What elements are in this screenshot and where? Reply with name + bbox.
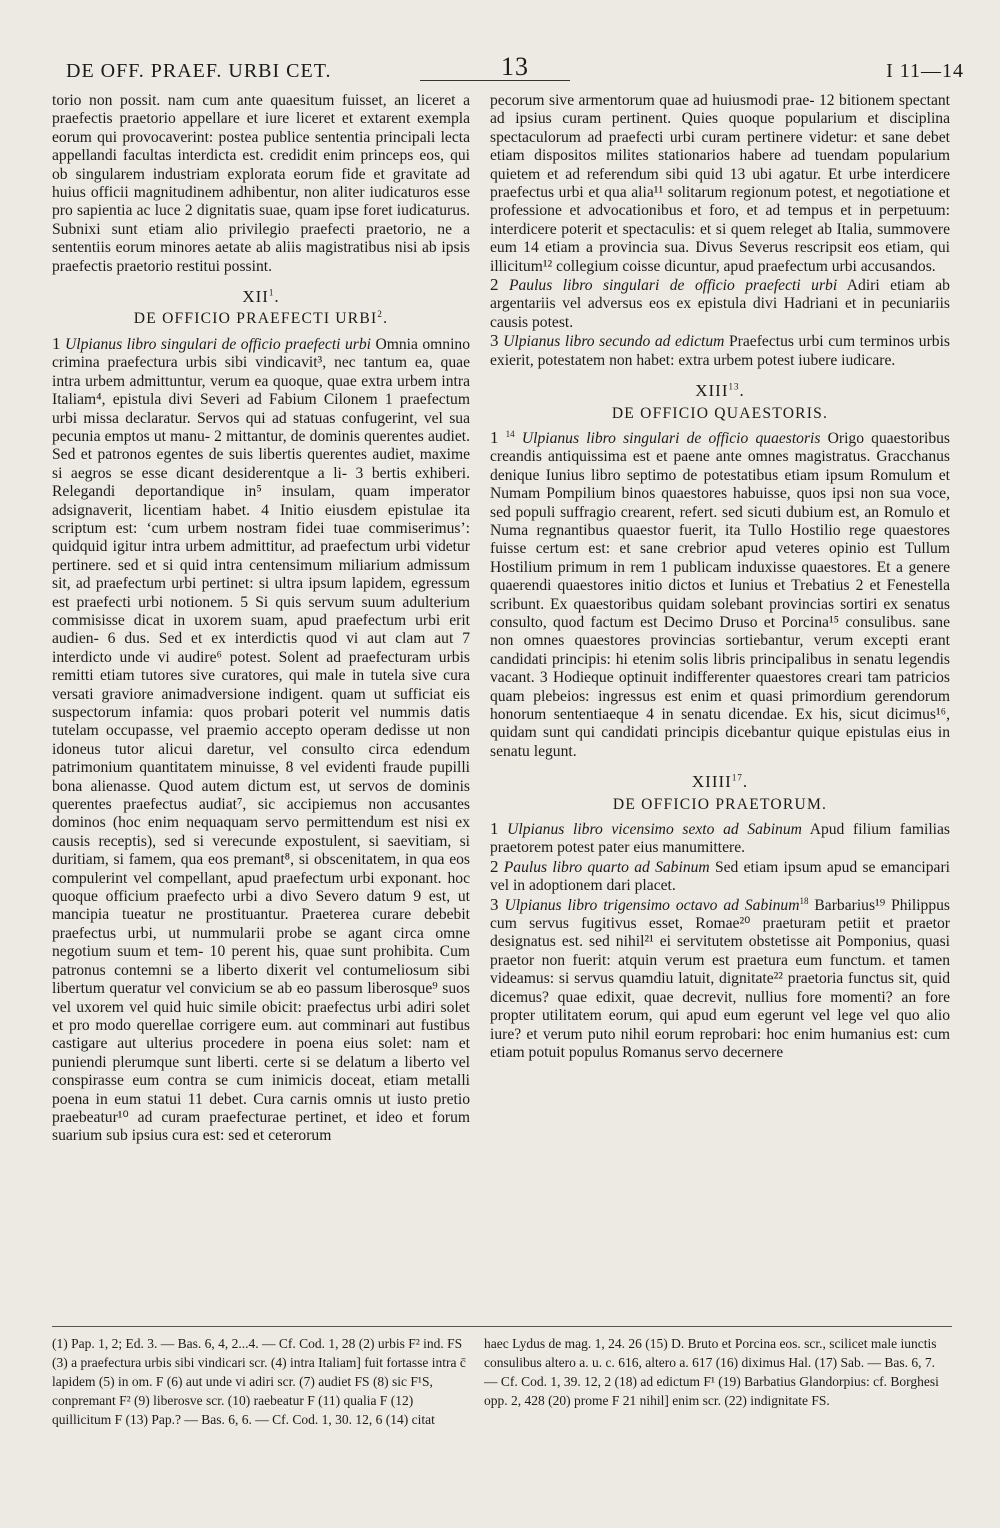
- footnote-rule: [52, 1326, 952, 1327]
- section-title-xiiii: DE OFFICIO PRAETORUM.: [612, 795, 828, 813]
- section-heading-xii: XII$^1$.: [242, 287, 280, 307]
- fragment-text: Barbarius¹⁹ Philippus cum servus fugitivus esset, Romae²⁰ praeturam petiit et praetor designatus est. sed nihil²¹ ei servitutem obstetisse ait Pomponius, quasi praetor non fuerit: atquin verum est praetura eum functum. et tamen videamus: si servus quamdiu latuit, dignitate²² praetoria functus sit, quid dicemus? quae edixit, quae decrevit, nullius fore momenti? an fore propter utilitatem eorum, qui apud eum egerunt vel lege vel quo alio iure? et verum puto nihil eorum reprobari: hoc enim humanius est: cum etiam potuit populus Romanus servo decernere: [490, 896, 950, 1061]
- footnotes-left: (1) Pap. 1, 2; Ed. 3. — Bas. 6, 4, 2...4. — Cf. Cod. 1, 28 (2) urbis F² ind. FS (3) a praefectura urbis sibi vindicari scr. (4) intra Italiam] fuit fortasse intra c̄ lapidem (5) in om. F (6) aut unde vi adiri scr. (7) audiet FS (8) sic F¹S, conpremant F² (9) liberosve scr. (10) raebeatur F (11) qualia F (12) quillicitum F (13) Pap.? — Bas. 6, 6. — Cf. Cod. 1, 30. 12, 6 (14) citat: [52, 1336, 466, 1427]
- fragment-number: 1: [490, 819, 499, 839]
- section-title-xiii: DE OFFICIO QUAESTORIS.: [611, 404, 829, 422]
- section-title-text: DE OFFICIO PRAEFECTI URBI: [133, 310, 378, 328]
- section-footnote-mark: 17: [731, 772, 743, 783]
- left-column: [52, 92, 470, 1146]
- fragment-text: Origo quaestoribus creandis antiquissima est et paene ante omnes magistratus. Gracchanus denique Iunius libro septimo de potestatibus etiam ipsum Romulum et Numam Pompilium binos quaestores habuisse, quos ipsi non sua voce, sed populi suffragio crearent, refert. sed sicuti dubium est, an Romulo et Numa regnantibus quaestor fuerit, ita Tullo Hostilio rege quaestores fuisse certum est: et sane crebrior apud veteres opinio est Tullum Hostilium primum in rem 1 publicam induxisse quaestores. Et a genere quaerendi quaestores initio dictos et Iunius et Trebatius 2 et Fenestella scribunt. Ex quaestoribus quidam solebant provincias sortiri ex senatus consulto, quod factum est Decimo Druso et Porcina¹⁵ consulibus. sane non omnes quaestores provincias sortiebantur, verum excepti erant candidati principis: hi etenim solis libris principalibus in senatu legendis vacant. 3 Hodieque optinuit indifferenter quaestores creari tam patricios quam plebeios: ingressus est enim et quasi primordium gerendorum honorum sententiaeque 4 in senatu dicendae. Ex his, sicut dicimus¹⁶, quidam sunt qui candidati principis dicebantur quique epistulas eius in senatu legunt.: [490, 429, 950, 760]
- continued-paragraph: pecorum sive armentorum quae ad huiusmodi prae- 12 bitionem spectant ad ipsius curam pertinent. Quies quoque popularium et disciplina spectaculorum ad praefecti urbi curam pertinere videtur: et sane debet etiam dispositos milites stationarios habere ad tuendam popularium quietem et ad referendum sibi quid 13 ubi agatur. Et urbe interdicere praefectus urbi et qua alia¹¹ solitarum regionum potest, et negotiatione et professione et advocationibus et foro, et ad tempus et in perpetuum: interdicere poterit et spectaculis: et si quem releget ab Italia, summovere eum 14 etiam a provincia sua. Divus Severus rescripsit eos etiam, qui illicitum¹² collegium coisse dicuntur, apud praefectum urbi accusandos.: [490, 92, 950, 275]
- fragment-number: 2: [490, 275, 499, 295]
- section-heading-xiiii: XIIII$^{17}$.: [691, 772, 749, 792]
- fragment-text: Apud filium familias praetorem potest pater eius manumittere.: [490, 821, 950, 857]
- fragment-author: Ulpianus libro secundo ad edictum: [503, 333, 725, 351]
- fragment-1: [52, 335, 470, 1146]
- section-footnote-mark: 1: [268, 287, 275, 298]
- section-title-xii: DE OFFICIO PRAEFECTI URBI$^2$.: [133, 309, 389, 328]
- section-heading-xiii: XIII$^{13}$.: [695, 381, 745, 401]
- fragment-footnote-mark: 14: [505, 428, 515, 439]
- intro-paragraph: torio non possit. nam cum ante quaesitum fuisset, an liceret a praefectis praetorio appellare et iure liceret et extarent exempla eorum qui provocaverint: postea publice sententia principali lecta appellandi facultas interdicta est. credidit enim princeps eos, qui ob singularem industriam explorata eorum fide et gravitate ad huius officii magnitudinem adhibentur, non aliter iudicaturos esse pro sapientia ac luce 2 dignitatis suae, quam ipse foret iudicaturus. Subnixi sunt etiam alio privilegio praefecti praetorio, ne a sententiis eorum minores aetate ab aliis magistratibus nisi ab ipsis praefectis praetorio restitui possint.: [52, 92, 470, 275]
- fragment-number: 1: [490, 427, 499, 447]
- praetor-fragment-3: [490, 896, 950, 1063]
- fragment-text: Omnia omnino crimina praefectura urbis sibi vindicavit³, nec tantum ea, quae intra urbem admittuntur, verum ea quoque, quae extra urbem intra Italiam⁴, epistula divi Severi ad Fabium Cilonem 1 praefectum urbi missa declaratur. Servos qui ad statuas confugerint, vel sua pecunia emptos ut manu- 2 mittantur, de dominis querentes audiet. Sed et patronos egentes de suis libertis querentes audiet, maxime si aegros se esse dicant desiderentque a li- 3 bertis exhiberi. Relegandi deportandique in⁵ insulam, quam imperator adsignaverit, licentiam habet. 4 Initio eiusdem epistulae ita scriptum est: ‘cum urbem nostram fidei tuae commiserimus’: quidquid igitur intra urbem admittitur, ad praefectum urbi videtur pertinere. sed et si quid intra centensimum miliarium admissum sit, ad praefectum urbi pertinet: si ultra ipsum lapidem, egressum est praefecti urbi notionem. 5 Si quis servum suum adulterium commisisse dicat in uxorem suam, apud praefectum urbi erit audien- 6 dus. Sed et ex interdictis quod vi aut clam aut 7 interdicto unde vi audire⁶ potest. Solent ad praefecturam urbis remitti etiam tutores sive curatores, qui male in tutela sive cura versati graviore animadversione indigent. quam ut sufficiat eis suspectorum infamia: quos probari poterit vel nummis datis tutelam occupasse, vel praemio accepto operam dedisse ut non idoneus tutor alicui daretur, vel consulto circa edendum patrimonium quantitatem minuisse, 8 vel evidenti fraude pupilli bona alienasse. Quod autem dictum est, ut servos de dominis querentes praefectus audiat⁷, sic accipiemus non accusantes dominos (hoc enim nequaquam servo permittendum est nisi ex causis receptis), sed si verecunde expostulent, si saevitiam, si duritiam, si famem, qua eos premant⁸, si obscenitatem, in qua eos compulerint vel compellant, apud praefectum urbi exponant. hoc quoque officium praefecto urbi a divo Severo datum 9 est, ut mancipia tueatur ne prostituantur. Praeterea curare debebit praefectus urbi, ut nummularii probe se agant circa omne negotium suum et tem- 10 perent his, quae sunt prohibita. Cum patronus contemni se a liberto dixerit vel contumeliosum sibi libertum queratur vel convicium se ab eo passum liberosque⁹ suos vel uxorem vel quid huic simile obicit: praefectus urbi adiri solet et pro modo querellae corrigere eum. aut comminari aut fustibus castigare aut ulterius procedere in poena eius solet: nam et puniendi plerumque sunt liberti. certe si se delatum a liberto vel conspirasse eum contra se cum inimicis doceat, etiam metalli poena in eum statui 11 debet. Cura carnis omnis ut iusto pretio praebeatur¹⁰ ad curam praefecturae pertinet, et ideo et forum suarium sub ipsius cura est: sed et ceterorum: [52, 335, 470, 1145]
- fragment-3: [490, 332, 950, 370]
- praetor-fragment-2: [490, 858, 950, 896]
- fragment-number: 1: [52, 333, 61, 353]
- running-title: DE OFF. PRAEF. URBI CET.: [66, 60, 332, 82]
- fragment-author: Ulpianus libro trigensimo octavo ad Sabinum: [504, 896, 800, 914]
- quaestor-fragment-1: [490, 429, 950, 761]
- section-number: XIIII: [691, 772, 732, 792]
- right-column: [490, 92, 950, 1062]
- fragment-footnote-mark: 18: [799, 895, 809, 906]
- fragment-number: 2: [490, 856, 499, 876]
- fragment-author: Ulpianus libro vicensimo sexto ad Sabinum: [507, 821, 802, 839]
- header-rule: [420, 80, 570, 81]
- section-footnote-mark: 13: [728, 381, 740, 392]
- fragment-number: 3: [490, 894, 499, 914]
- fragment-author: Paulus libro singulari de officio praefecti urbi: [508, 277, 838, 295]
- fragment-author: Ulpianus libro singulari de officio praefecti urbi: [64, 335, 371, 353]
- fragment-text: Praefectus urbi cum terminos urbis exierit, potestatem non habet: extra urbem potest iubere iudicare.: [490, 333, 950, 369]
- page-number: 13: [501, 52, 529, 81]
- fragment-text: Sed etiam ipsum apud se emancipari vel in adoptionem dari placet.: [490, 858, 951, 895]
- fragment-author: Ulpianus libro singulari de officio quaestoris: [521, 429, 821, 447]
- section-reference: I 11—14: [886, 60, 964, 82]
- footnotes-right: haec Lydus de mag. 1, 24. 26 (15) D. Bruto et Porcina eos. scr., scilicet male iunctis consulibus altero a. u. c. 616, altero a. 617 (16) diximus Hal. (17) Sab. — Bas. 6, 7. — Cf. Cod. 1, 39. 12, 2 (18) ad edictum F¹ (19) Barbatius Glandorpius: cf. Borghesi opp. 2, 428 (20) prome F 21 nihil] enim scr. (22) indignitate FS.: [484, 1336, 939, 1408]
- section-number: XII: [242, 287, 269, 307]
- fragment-number: 3: [490, 331, 499, 351]
- section-number: XIII: [695, 381, 729, 401]
- page-header: [66, 52, 964, 88]
- praetor-fragment-1: [490, 820, 950, 858]
- section-title-footnote-mark: 2: [377, 309, 384, 320]
- fragment-text: Adiri etiam ab argentariis vel adversus eos ex epistula divi Hadriani et in pecuniariis causis potest.: [490, 277, 950, 331]
- fragment-author: Paulus libro quarto ad Sabinum: [503, 858, 710, 876]
- fragment-2: [490, 276, 950, 332]
